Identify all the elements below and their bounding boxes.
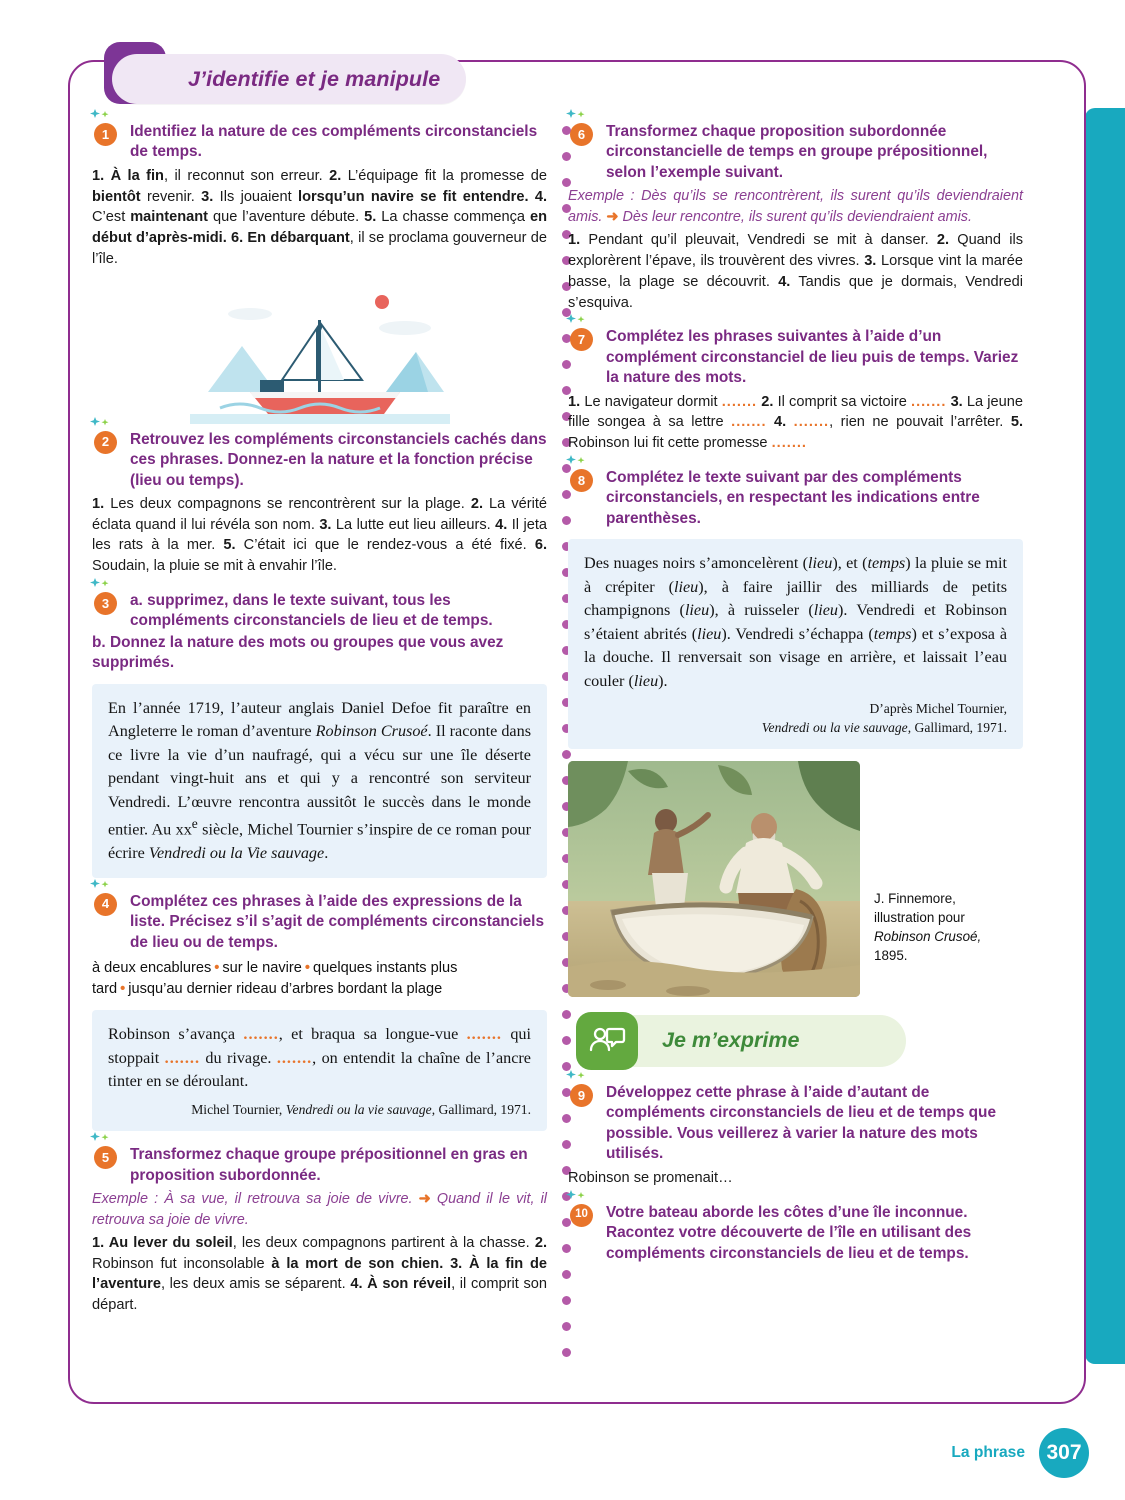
exercise-4-textbox	[92, 1010, 547, 1131]
exercise-5-instruction: Transformez chaque groupe prépositionnel en gras en proposition subordonnée.	[130, 1146, 528, 1184]
illustration-caption	[874, 761, 1014, 965]
exercise-4-word-list: à deux encablures • sur le navire • quelques instants plus tard • jusqu’au dernier rideau d’arbres bordant la plage	[92, 960, 458, 998]
exercise-8-text: Des nuages noirs s’amoncelèrent (lieu), et (temps) la pluie se mit à crépiter (lieu), à faire jaillir des milliards de petits champignons (lieu), à ruisseler (lieu). Vendredi et Robinson s’étaient abrités (lieu). Vendredi s’échappa (temps) et s’exposa à la douche. Il renversait son visage en arrière, et laissait l’eau couler (lieu).	[584, 554, 1008, 690]
exercise-2-head	[92, 430, 547, 491]
side-tab	[1085, 108, 1125, 1364]
exercise-6-body: 1. Pendant qu’il pleuvait, Vendredi se mit à danser. 2. Quand ils explorèrent l’épave, ils trouvèrent des vivres. 3. Lorsque vint la marée basse, la plage se découvrit. 4. Tandis que je dormais, Vendredi s’esquiva.	[568, 232, 1023, 311]
exercise-2-body: 1. Les deux compagnons se rencontrèrent sur la plage. 2. La vérité éclata quand il lui révéla son nom. 3. La lutte eut lieu ailleurs. 4. Il jeta les rats à la mer. 5. C’était ici que le rendez-vous a été fixé. 6. Soudain, la pluie se mit à envahir l’île.	[92, 496, 548, 575]
exercise-1	[92, 122, 547, 270]
exercise-7-body: 1. Le navigateur dormit ....... 2. Il comprit sa victoire ....... 3. La jeune fille songea à sa lettre ....... 4. ......., rien ne pouvait l’arrêter. 5. Robinson lui fit cette promesse .......	[568, 393, 1024, 452]
exercise-5-example: Exemple : À sa vue, il retrouva sa joie de vivre. ➜ Quand il le vit, il retrouva sa joie de vivre.	[92, 1191, 548, 1228]
exercise-2-instruction: Retrouvez les compléments circonstanciels cachés dans ces phrases. Donnez-en la nature et la fonction précise (lieu ou temps).	[130, 430, 547, 489]
list-item: sur le navire	[222, 960, 302, 977]
exercise-4-source: Michel Tournier, Vendredi ou la vie sauvage, Gallimard, 1971.	[191, 1101, 531, 1117]
divider-dot	[562, 1322, 571, 1331]
ship-illustration	[190, 284, 450, 424]
exercise-1-body: 1. À la fin, il reconnut son erreur. 2. L’équipage fit la promesse de bientôt revenir. 3. Ils jouaient lorsqu’un navire se fit entendre. 4. C’est maintenant que l’aventure débute. 5. La chasse commença en début d’après-midi. 6. En débarquant, il se proclama gouverneur de l’île.	[92, 167, 548, 267]
section-header-title: J’identifie et je manipule	[188, 66, 441, 91]
exercise-4-instruction: Complétez ces phrases à l’aide des expressions de la liste. Précisez s’il s’agit de compléments circonstanciels de lieu ou de temps.	[130, 892, 545, 951]
exercise-4-source-title: Vendredi ou la vie sauvage	[285, 1101, 432, 1117]
exercise-6-instruction: Transformez chaque proposition subordonnée circonstancielle de temps en groupe prépositionnel, selon l’exemple suivant.	[606, 123, 988, 181]
exercise-8-head	[568, 468, 1023, 529]
exercise-4	[92, 892, 547, 1132]
footer-section-label: La phrase	[951, 1444, 1025, 1461]
exercise-6-example: Exemple : Dès qu’ils se rencontrèrent, ils surent qu’ils deviendraient amis. ➜ Dès leur rencontre, ils surent qu’ils deviendraient amis.	[568, 188, 1023, 225]
caption-line4: 1895.	[874, 947, 908, 963]
exercise-7-head	[568, 327, 1023, 388]
exercise-8-source	[584, 700, 1007, 737]
exercise-3-textbox: En l’année 1719, l’auteur anglais Daniel Defoe fit paraître en Angleterre le roman d’aventure Robinson Crusoé. Il raconte dans ce livre la vie d’un naufragé, qui a vécu sur une île déserte pendant vingt-huit ans et qui y a rencontré son serviteur Vendredi. L’œuvre rencontra aussitôt le succès dans le monde entier. Au $xx^e$ siècle, Michel Tournier s’inspire de ce roman pour écrire Vendredi ou la Vie sauvage.	[92, 684, 547, 878]
exercise-3	[92, 591, 547, 878]
exercise-1-instruction: Identifiez la nature de ces compléments circonstanciels de temps.	[130, 123, 538, 161]
exercise-4-head	[92, 892, 547, 953]
sparkle-icon	[89, 879, 115, 895]
divider-dot	[562, 1348, 571, 1357]
exercise-9-number: 9	[570, 1084, 593, 1107]
exercise-3-head	[92, 591, 547, 632]
exercise-10	[568, 1203, 1023, 1264]
sparkle-icon	[89, 417, 115, 433]
exercise-2	[92, 430, 547, 577]
right-column	[568, 122, 1023, 1278]
exercise-8-source-title: Vendredi ou la vie sauvage	[761, 719, 908, 735]
exercise-1-head	[92, 122, 547, 163]
exercise-3-number: 3	[94, 592, 117, 615]
exercise-7-number: 7	[570, 328, 593, 351]
exercise-8-textbox	[568, 539, 1023, 749]
section-header	[112, 54, 466, 104]
exercise-5-head	[92, 1145, 547, 1186]
exercise-9-head	[568, 1083, 1023, 1165]
exercise-1-number: 1	[94, 123, 117, 146]
exercise-9-body: Robinson se promenait…	[568, 1169, 733, 1186]
caption-line3: Robinson Crusoé,	[874, 928, 982, 944]
page-number: 307	[1039, 1428, 1089, 1478]
exercise-10-number: 10	[570, 1204, 593, 1227]
page-footer	[951, 1428, 1089, 1478]
exercise-6-head	[568, 122, 1023, 183]
exercise-8-source-line1: D’après Michel Tournier,	[869, 701, 1007, 717]
exercise-10-instruction: Votre bateau aborde les côtes d’une île inconnue. Racontez votre découverte de l’île en utilisant des compléments circonstanciels de lieu et de temps.	[606, 1203, 972, 1262]
express-section-header	[576, 1015, 906, 1067]
exercise-9-instruction: Développez cette phrase à l’aide d’autant de compléments circonstanciels de lieu et de temps que possible. Vous veillerez à varier la nature des mots utilisés.	[606, 1083, 997, 1163]
exercise-7	[568, 327, 1023, 454]
exercise-4-number: 4	[94, 893, 117, 916]
exercise-8-source-rest: , Gallimard, 1971.	[907, 719, 1007, 735]
list-item: jusqu’au dernier rideau d’arbres bordant la plage	[128, 981, 443, 998]
exercise-4-text: Robinson s’avança ......., et braqua sa longue-vue ....... qui stoppait ....... du rivage. ......., on entendit la chaîne de l’ancre tinter en se déroulant.	[108, 1025, 531, 1091]
exercise-6-number: 6	[570, 123, 593, 146]
exercise-5-body: 1. Au lever du soleil, les deux compagnons partirent à la chasse. 2. Robinson fut inconsolable à la mort de son chien. 3. À la fin de l’aventure, les deux amis se séparent. 4. À son réveil, il comprit son départ.	[92, 1235, 548, 1314]
exercise-9	[568, 1083, 1023, 1189]
exercise-5	[92, 1145, 547, 1316]
sparkle-icon	[565, 1190, 591, 1206]
exercise-3-instruction-b-wrap	[92, 633, 547, 674]
list-item: à deux encablures	[92, 960, 212, 977]
robinson-crusoe-illustration	[568, 761, 860, 997]
caption-line2: illustration pour	[874, 909, 965, 925]
exercise-8-instruction: Complétez le texte suivant par des compléments circonstanciels, en respectant les indications entre parenthèses.	[606, 468, 980, 527]
speech-bubbles-icon	[576, 1012, 638, 1070]
caption-line1: J. Finnemore,	[874, 890, 956, 906]
exercise-2-number: 2	[94, 431, 117, 454]
exercise-8-number: 8	[570, 469, 593, 492]
exercise-10-head	[568, 1203, 1023, 1264]
divider-dot	[562, 1296, 571, 1305]
list-item: quelques instants plus tard	[92, 960, 458, 998]
exercise-5-number: 5	[94, 1146, 117, 1169]
exercise-8	[568, 468, 1023, 997]
express-section-title: Je m’exprime	[662, 1028, 800, 1053]
left-column	[92, 122, 547, 1330]
illustration-row	[568, 761, 1023, 997]
exercise-7-instruction: Complétez les phrases suivantes à l’aide d’un complément circonstanciel de lieu puis de temps. Variez la nature des mots.	[606, 328, 1019, 387]
exercise-3-instruction-a: a. supprimez, dans le texte suivant, tous les compléments circonstanciels de lieu et de temps.	[130, 591, 493, 630]
exercise-3-instruction-b: b. Donnez la nature des mots ou groupes que vous avez supprimés.	[92, 633, 504, 672]
exercise-6	[568, 122, 1023, 313]
